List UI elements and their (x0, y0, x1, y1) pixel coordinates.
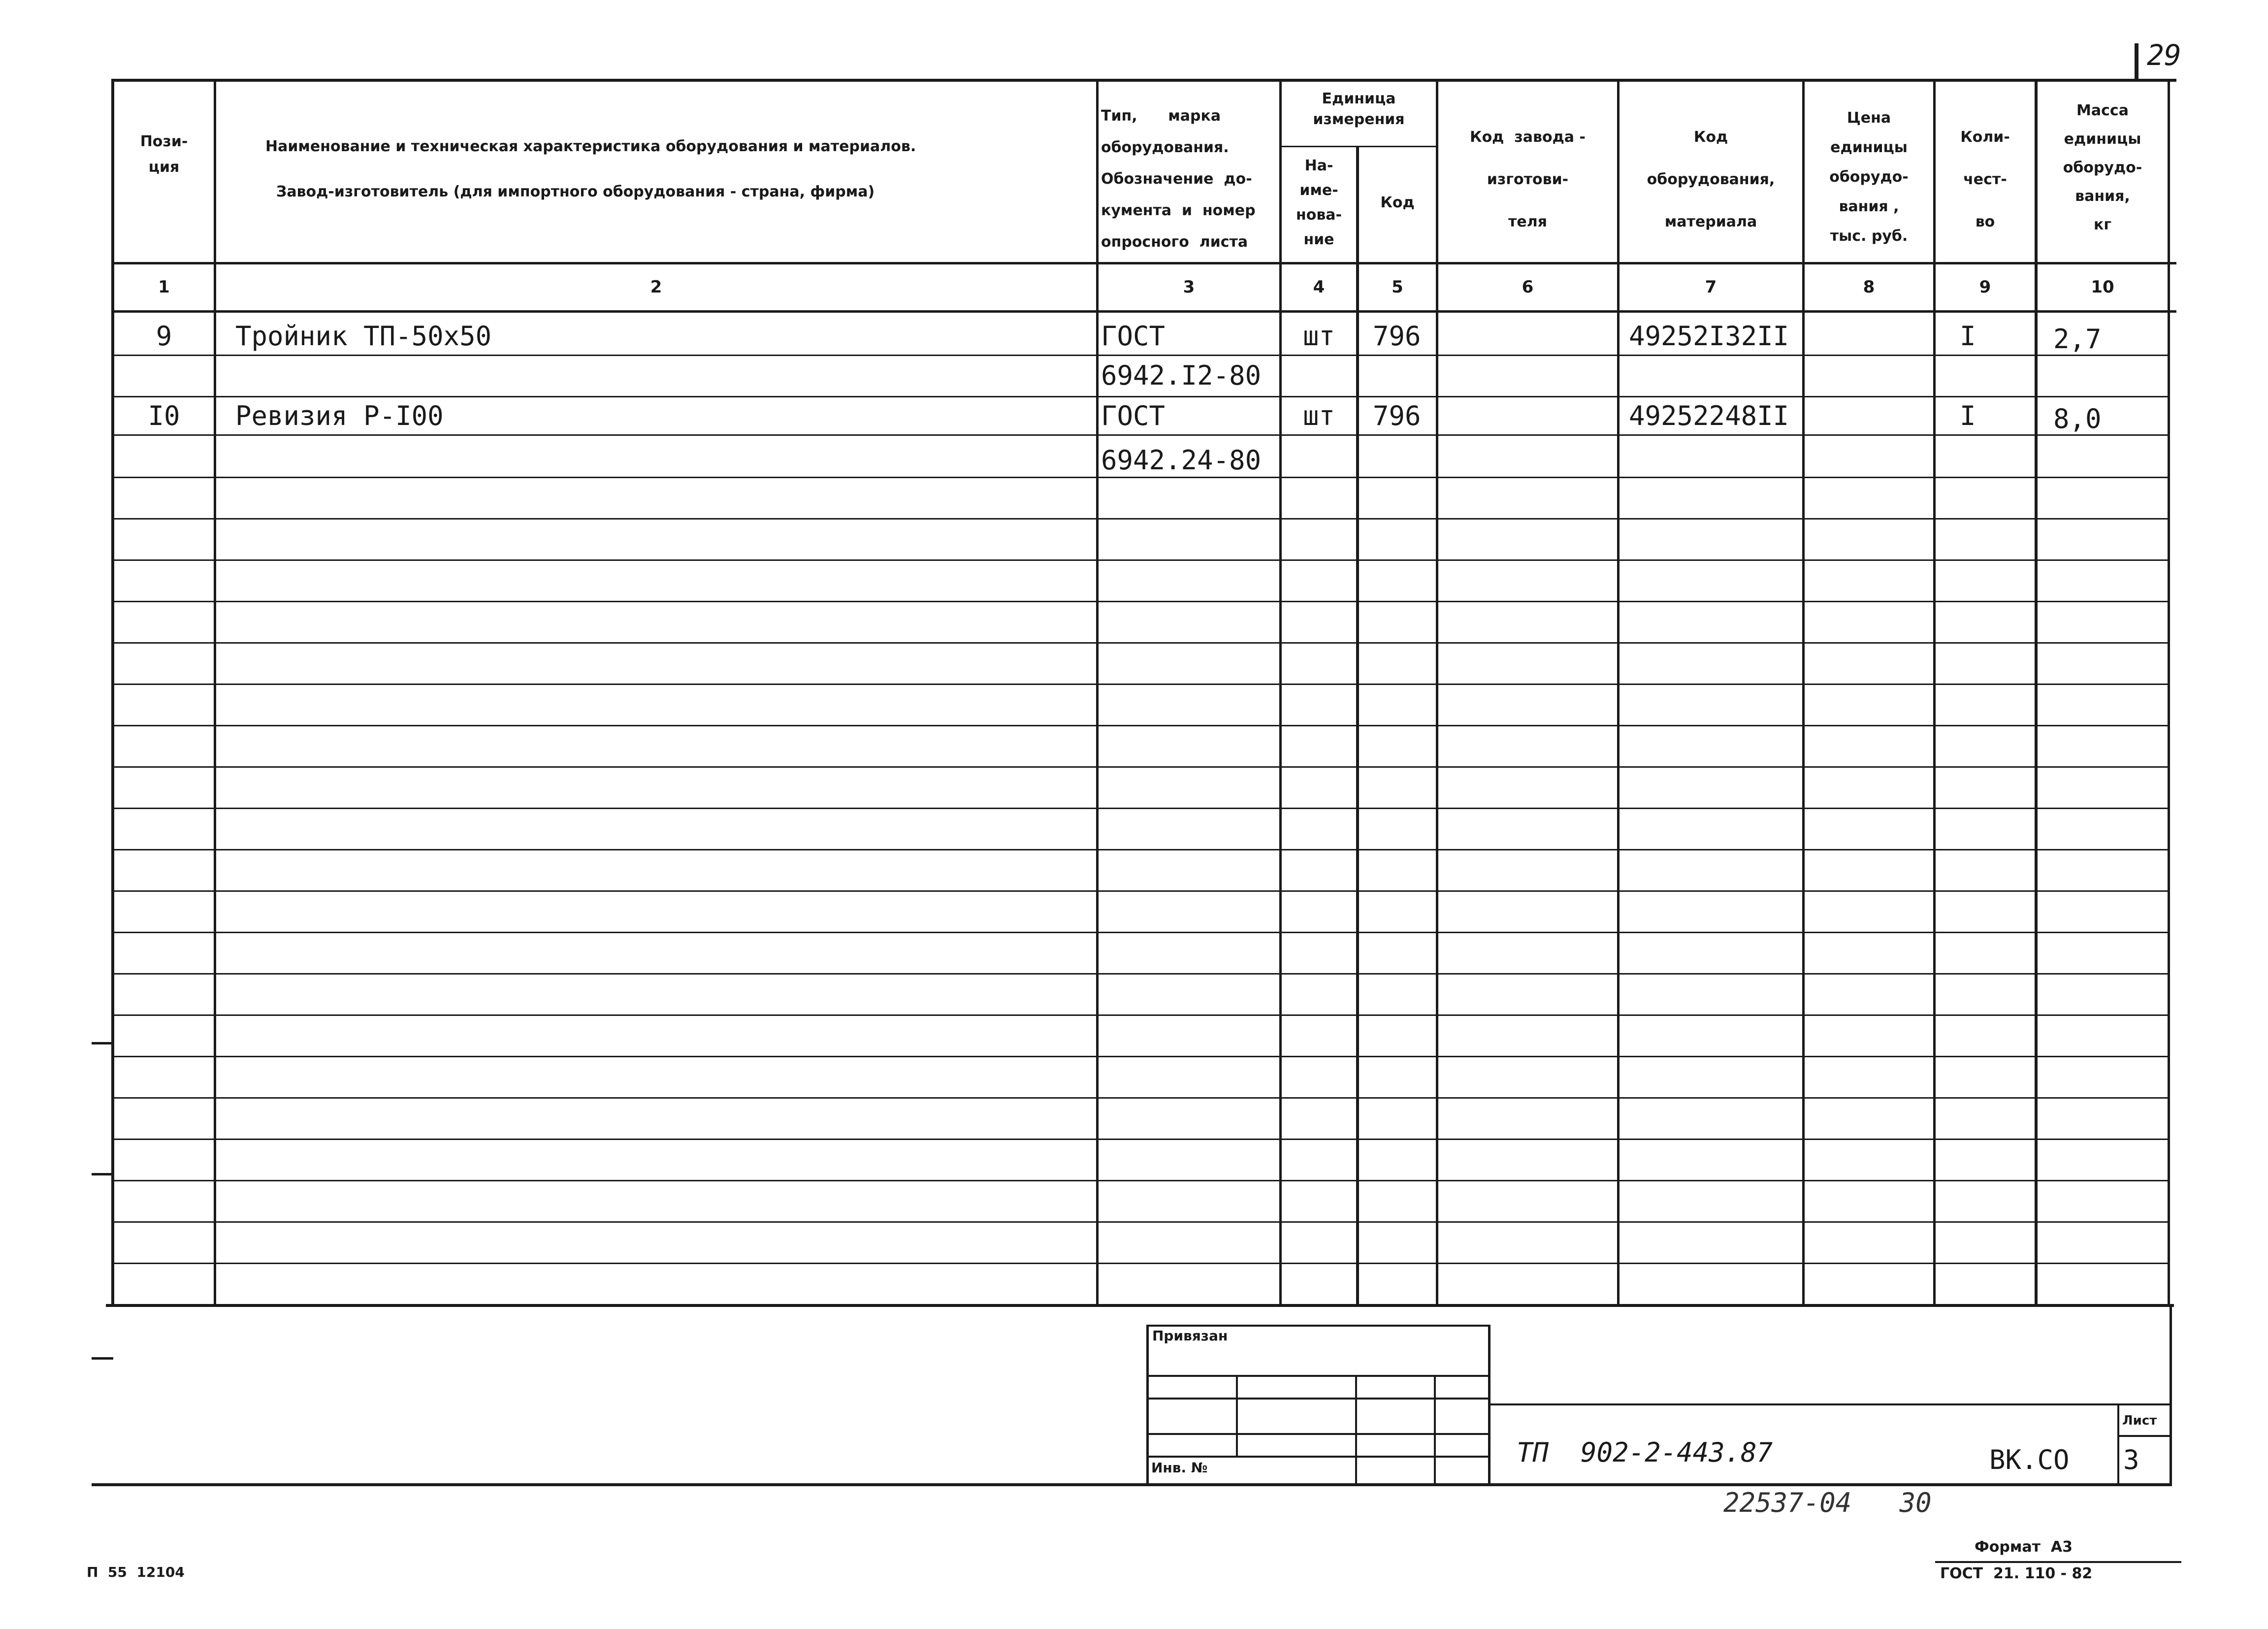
row-line (112, 1014, 2170, 1016)
column-numbers-bottom-border (112, 310, 2176, 313)
header-material-code (1620, 116, 1802, 243)
cell-doc-line1: ГОСТ (1101, 400, 1166, 431)
row-line (112, 1221, 2170, 1223)
header-text: оборудования, (1647, 171, 1775, 188)
row-line (112, 518, 2170, 520)
header-unit-group (1282, 89, 1436, 130)
row-line (112, 1139, 2170, 1140)
cell-doc-line1: ГОСТ (1101, 321, 1166, 352)
header-text: теля (1508, 213, 1547, 230)
header-text: кумента и номер (1101, 202, 1256, 219)
col-sep-8 (1933, 79, 1936, 1305)
cell-name: Ревизия Р-I00 (235, 400, 444, 431)
header-price (1805, 103, 1933, 251)
header-text: Код (1380, 194, 1415, 211)
column-number: 10 (2091, 277, 2114, 297)
table-right-border (2168, 79, 2170, 1305)
row-line (112, 766, 2170, 768)
header-text: оборудо- (1829, 168, 1909, 186)
row-line (112, 849, 2170, 850)
frame-bottom-border (92, 1483, 2172, 1486)
cell-unit-code: 796 (1373, 321, 1421, 352)
column-number: 1 (158, 277, 170, 297)
header-text: Коли- (1960, 129, 2010, 146)
print-code: П 55 12104 (87, 1564, 185, 1580)
header-text: измерения (1313, 111, 1405, 128)
header-text: оборудо- (2063, 159, 2142, 176)
sheet-number: 3 (2123, 1444, 2139, 1475)
column-number: 2 (650, 277, 662, 297)
row-line (112, 1056, 2170, 1057)
cell-position: 9 (156, 321, 172, 352)
column-number: 7 (1705, 277, 1717, 297)
inv-label: Инв. № (1151, 1460, 1208, 1476)
row-line (112, 725, 2170, 726)
row-line (112, 808, 2170, 809)
cell-unit: шт (1302, 321, 1335, 352)
stamp-line (1147, 1433, 1490, 1435)
row-line (112, 1263, 2170, 1264)
stamp-line (1236, 1375, 1238, 1458)
column-number: 4 (1313, 277, 1325, 297)
table-bottom-border (106, 1304, 2174, 1307)
header-text: Код (1693, 129, 1728, 146)
col-sep-2 (1096, 79, 1099, 1305)
header-text: На- (1304, 157, 1333, 174)
stamp-line (1355, 1375, 1357, 1485)
cell-unit: шт (1302, 400, 1335, 431)
margin-tick (92, 1042, 113, 1044)
column-number: 6 (1522, 277, 1534, 297)
table-top-border (112, 79, 2176, 82)
cell-unit-code: 796 (1373, 400, 1421, 431)
cell-doc-line2: 6942.24-80 (1101, 445, 1262, 476)
row-line (112, 684, 2170, 685)
header-text: Пози- (140, 133, 188, 150)
row-line (112, 932, 2170, 933)
row-line (112, 890, 2170, 892)
header-text: опросного листа (1101, 233, 1248, 251)
cell-mass: 8,0 (2053, 403, 2102, 434)
cell-doc-line2: 6942.I2-80 (1101, 360, 1262, 391)
header-unit-name (1282, 154, 1356, 252)
stamp-line (1147, 1375, 1490, 1377)
cell-name: Тройник ТП-50х50 (235, 321, 492, 352)
page-number-mark (2135, 43, 2138, 79)
cell-mass: 2,7 (2053, 324, 2102, 355)
stamp-line (1434, 1375, 1436, 1485)
header-text: изготови- (1487, 171, 1569, 188)
row-line (112, 1097, 2170, 1099)
header-text: вания, (2075, 188, 2130, 205)
header-text: ция (148, 159, 180, 176)
header-text: Цена (1847, 109, 1891, 127)
header-text: кг (2093, 216, 2112, 233)
footer-line (1935, 1561, 2181, 1563)
column-number: 3 (1183, 277, 1195, 297)
cell-quantity: I (1960, 400, 1976, 431)
header-text: Код завода - (1470, 129, 1586, 146)
header-text: ние (1303, 231, 1334, 248)
header-position (114, 129, 214, 180)
header-text: Единица (1322, 90, 1396, 107)
header-unit-code (1359, 190, 1436, 216)
archive-number: 22537-04 30 (1723, 1487, 1932, 1518)
header-text: Наименование и техническая характеристика оборудования и материалов. (265, 138, 916, 155)
header-text: Обозначение до- (1101, 170, 1252, 188)
row-line (112, 642, 2170, 644)
header-text: тыс. руб. (1830, 228, 1908, 245)
row-line (112, 1180, 2170, 1181)
stamp-line (1147, 1398, 1490, 1400)
header-text: чест- (1963, 171, 2007, 188)
header-text: Масса (2076, 102, 2129, 119)
row-line (112, 973, 2170, 975)
section-code: ВК.СО (1989, 1444, 2070, 1475)
page-number: 29 (2147, 38, 2181, 72)
designation-top-line (1488, 1403, 2171, 1405)
header-text: во (1975, 213, 1995, 230)
cell-quantity: I (1960, 321, 1976, 352)
header-mass (2038, 97, 2168, 239)
standard-label: ГОСТ 21. 110 - 82 (1940, 1565, 2093, 1582)
header-text: Завод-изготовитель (для импортного оборудования - страна, фирма) (276, 183, 875, 200)
frame-right-border (2170, 1307, 2172, 1486)
col-sep-9 (2035, 79, 2038, 1305)
margin-tick (92, 1357, 113, 1360)
header-text: Тип, марка (1101, 107, 1221, 125)
col-sep-6 (1617, 79, 1620, 1305)
margin-tick (92, 1173, 113, 1175)
sheet-cell-split (2117, 1435, 2171, 1437)
attached-label: Привязан (1152, 1328, 1228, 1344)
table-left-border (111, 79, 114, 1307)
header-text: оборудования. (1101, 139, 1229, 156)
col-sep-5 (1436, 79, 1438, 1305)
col-sep-7 (1802, 79, 1805, 1305)
column-number: 9 (1979, 277, 1991, 297)
stamp-line (1147, 1325, 1490, 1327)
header-text: нова- (1296, 206, 1342, 224)
header-quantity (1936, 116, 2035, 243)
header-text: единицы (1830, 139, 1908, 156)
header-text: единицы (2064, 130, 2141, 148)
cell-position: I0 (148, 400, 180, 431)
stamp-line (1147, 1456, 1490, 1458)
header-name (216, 124, 1096, 215)
header-bottom-border (112, 262, 2176, 264)
designation: ТП 902-2-443.87 (1517, 1437, 1773, 1468)
cell-material-code: 49252248II (1629, 400, 1789, 431)
format-label: Формат А3 (1975, 1538, 2073, 1556)
col-sep-1 (214, 79, 216, 1305)
row-line (112, 601, 2170, 602)
sheet-label: Лист (2122, 1413, 2157, 1428)
cell-material-code: 49252I32II (1629, 321, 1789, 352)
stamp-line (1146, 1325, 1149, 1485)
sheet-cell-border (2117, 1403, 2119, 1485)
header-factory-code (1438, 116, 1617, 243)
col-sep-3 (1279, 79, 1282, 1305)
header-text: име- (1299, 182, 1338, 199)
row-line (112, 559, 2170, 561)
column-number: 5 (1392, 277, 1403, 297)
header-type (1101, 100, 1279, 258)
header-text: материала (1664, 213, 1757, 230)
column-number: 8 (1863, 277, 1875, 297)
header-text: вания , (1839, 198, 1899, 215)
